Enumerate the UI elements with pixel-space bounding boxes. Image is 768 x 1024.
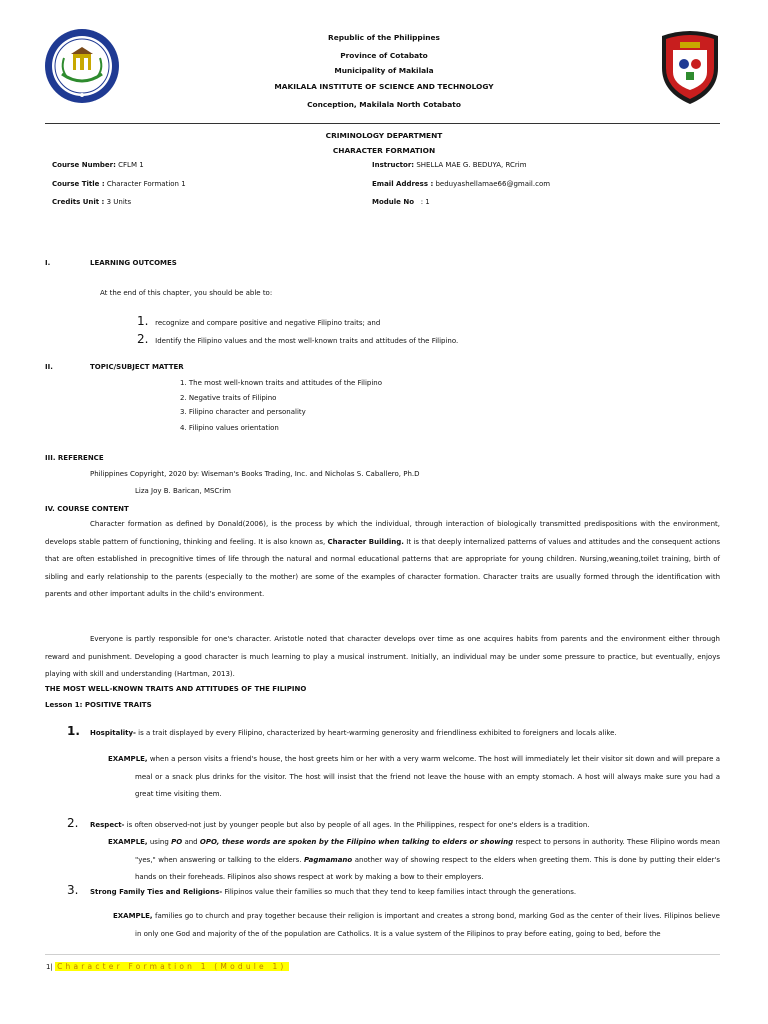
lesson-heading: Lesson 1: POSITIVE TRAITS (45, 701, 152, 709)
course-heading: CHARACTER FORMATION (332, 146, 436, 155)
section1-title: LEARNING OUTCOMES (90, 259, 177, 267)
topic-item-3: 3. Filipino character and personality (180, 408, 306, 416)
trait-3-definition: Strong Family Ties and Religions- Filipinos value their families so much that they tend to keep families intact through the generations. (90, 888, 577, 896)
header-institute: MAKILALA INSTITUTE OF SCIENCE AND TECHNOLOGY (274, 82, 494, 91)
trait-1-number: 1. (67, 724, 80, 738)
section2-number: II. (45, 363, 53, 371)
trait-2-definition: Respect- is often observed-not just by younger people but also by people of all ages. In the Philippines, respect for one's elders is a tradition. (90, 821, 590, 829)
course-content-paragraph-2: Everyone is partly responsible for one's character. Aristotle noted that character develops over time as one acquires habits from parents and the environment either through reward and punishment. Developing a good character is much learning to play a musical instrument. Initially, an individual may be under some pressure to practice, but eventually, enjoys playing with skill and understanding (Hartman, 2013). (45, 635, 720, 679)
header-address: Conception, Makilala North Cotabato (307, 100, 461, 109)
outcome-item-2: 2. Identify the Filipino values and the most well-known traits and attitudes of the Filipino. (137, 332, 459, 346)
traits-heading: THE MOST WELL-KNOWN TRAITS AND ATTITUDES OF THE FILIPINO (45, 685, 307, 693)
reference-line-1: Philippines Copyright, 2020 by: Wiseman's Books Trading, Inc. and Nicholas S. Caballero, Ph.D (90, 470, 420, 478)
trait-3-number: 3. (67, 883, 79, 897)
trait-2-example: EXAMPLE, using PO and OPO, these words are spoken by the Filipino when talking to elders or showing respect to persons in authority. These Filipino words mean "yes," when answering or talking to the elders. Pagmamano another way of showing respect to the elders when greeting them. This is done by putting their elder's hands on their foreheads. Filipinos also shows respect at work by making a bow to their employers. (108, 838, 720, 882)
section1-intro: At the end of this chapter, you should be able to: (100, 289, 273, 297)
course-number: Course Number: CFLM 1 (52, 161, 144, 169)
section4-title: IV. COURSE CONTENT (45, 505, 129, 513)
footer-divider (45, 954, 720, 955)
header-province: Province of Cotabato (340, 51, 428, 60)
instructor: Instructor: SHELLA MAE G. BEDUYA, RCrim (372, 161, 527, 169)
header-divider (45, 123, 720, 124)
header-municipality: Municipality of Makilala (334, 66, 434, 75)
section2-title: TOPIC/SUBJECT MATTER (90, 363, 184, 371)
reference-line-2: Liza Joy B. Barican, MSCrim (135, 487, 231, 495)
email-address: Email Address : beduyashellamae66@gmail.com (372, 180, 551, 188)
footer-title: Character Formation 1 (Module 1) (57, 962, 287, 971)
module-number: Module No : 1 (372, 198, 430, 206)
topic-item-1: 1. The most well-known traits and attitudes of the Filipino (180, 379, 383, 387)
course-content-paragraph-1: Character formation as defined by Donald(2006), is the process by which the individual, through interaction of biologically transmitted predispositions with the environment, develops stable pattern of functioning, thinking and feeling. It is also known as, Character Building. It is that deeply internalized patterns of values and attitudes and the consequent actions that are often established in precognitive times of life through the natural and normal educational patterns that are appropriate for young children. Nursing,weaning,toilet training, birth of sibling and early relationship to the parents (especially to the mother) are some of the examples of character formation. Character traits are usually formed through the identification with parents and other important adults in the child's environment. (45, 520, 720, 599)
footer-separator: | (50, 963, 53, 971)
topic-item-2: 2. Negative traits of Filipino (180, 394, 277, 402)
topic-item-4: 4. Filipino values orientation (180, 424, 279, 432)
trait-1-example: EXAMPLE, when a person visits a friend's house, the host greets him or her with a very warm welcome. The host will immediately let their visitor sit down and will prepare a meal or a snack plus drinks for the visitor. The host will insist that the friend not leave the house with an empty stomach. A host will always make sure you had a great time visiting them. (108, 755, 720, 799)
section3-title: III. REFERENCE (45, 454, 104, 462)
department-title: CRIMINOLOGY DEPARTMENT (325, 131, 443, 140)
trait-3-example: EXAMPLE, families go to church and pray together because their religion is important and creates a strong bond, marking God as the center of their lives. Filipinos believe in only one God and majority of the of the population are Catholics. It is a value system of the Filipinos to pray before eating, going to bed, before the (113, 912, 720, 938)
trait-2-number: 2. (67, 816, 79, 830)
section1-number: I. (45, 259, 51, 267)
page-number: 1 (46, 963, 51, 971)
trait-1-definition: Hospitality- is a trait displayed by every Filipino, characterized by heart-warming generosity and friendliness exhibited to foreigners and locals alike. (90, 729, 617, 737)
credits-unit: Credits Unit : 3 Units (52, 198, 132, 206)
header-republic: Republic of the Philippines (328, 33, 440, 42)
course-title: Course Title : Character Formation 1 (52, 180, 186, 188)
outcome-item-1: 1. recognize and compare positive and negative Filipino traits; and (137, 314, 381, 328)
footer (46, 962, 289, 971)
